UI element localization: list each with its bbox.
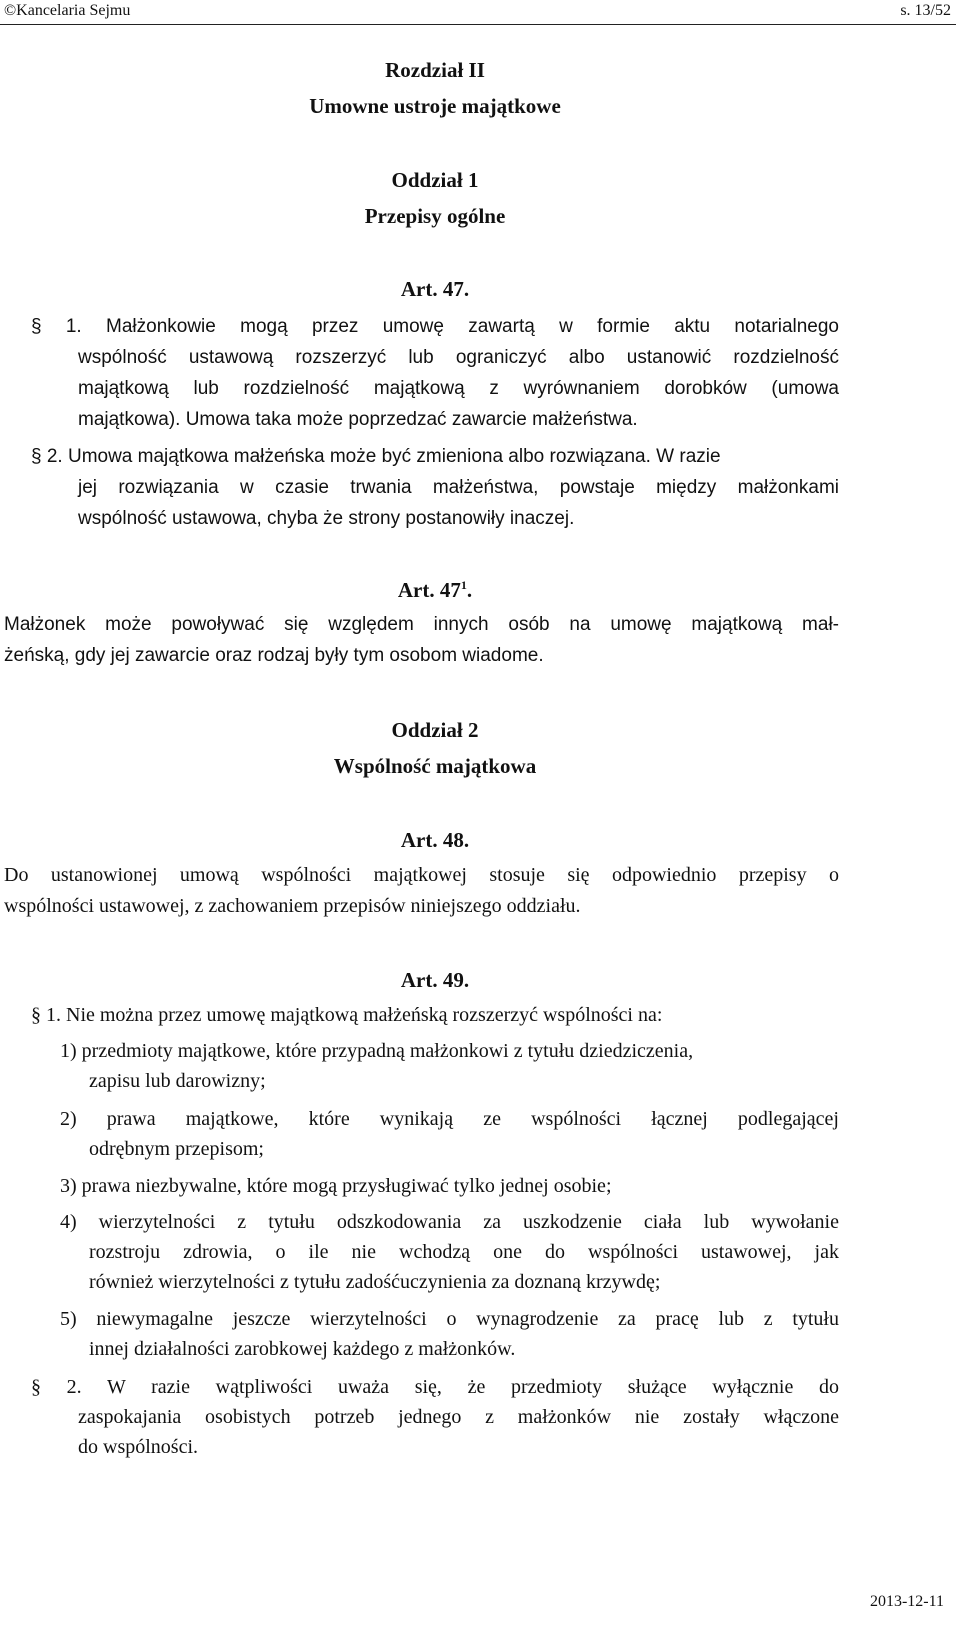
chapter-title: Umowne ustroje majątkowe	[309, 94, 561, 118]
art-47-p1-line: majątkowa). Umowa taka może poprzedzać zawarcie małżeństwa.	[78, 409, 638, 430]
art-47-p2-line: § 2. Umowa majątkowa małżeńska może być zmieniona albo rozwiązana. W razie	[31, 446, 721, 467]
art-49-item-line: 2) prawa majątkowe, które wynikają ze wspólności łącznej podlegającej	[60, 1108, 839, 1130]
art-49-item-line: odrębnym przepisom;	[89, 1138, 264, 1160]
art-47-1-superscript: 1	[460, 578, 467, 592]
art-47-1-heading	[0, 578, 870, 603]
division-1-number: Oddział 1	[391, 168, 479, 192]
art-48-line: Do ustanowionej umową wspólności majątkowej stosuje się odpowiednio przepisy o	[4, 864, 839, 886]
art-49-p2-line: do wspólności.	[78, 1436, 198, 1458]
art-47-1-line: żeńską, gdy jej zawarcie oraz rodzaj były tym osobom wiadome.	[4, 645, 544, 666]
art-49-p2-line: zaspokajania osobistych potrzeb jednego z małżonków nie zostały włączone	[78, 1406, 839, 1428]
art-47-1-heading-text: Art. 47	[397, 578, 461, 602]
art-47-1-heading-end: .	[466, 578, 473, 602]
division-2-title: Wspólność majątkowa	[333, 754, 537, 778]
division-2-number: Oddział 2	[391, 718, 479, 742]
art-49-p1-intro: § 1. Nie można przez umowę majątkową małżeńską rozszerzyć wspólności na:	[31, 1004, 663, 1026]
art-48-line: wspólności ustawowej, z zachowaniem przepisów niniejszego oddziału.	[4, 895, 581, 917]
art-47-p1-line: wspólność ustawową rozszerzyć lub ograniczyć albo ustanowić rozdzielność	[78, 347, 839, 368]
art-47-p2-line: wspólność ustawowa, chyba że strony postanowiły inaczej.	[78, 508, 575, 529]
footer-date: 2013-12-11	[869, 1593, 944, 1610]
art-49-heading: Art. 49.	[400, 968, 470, 992]
art-49-item-line: 4) wierzytelności z tytułu odszkodowania za uszkodzenie ciała lub wywołanie	[60, 1211, 839, 1233]
art-49-p2-line: § 2. W razie wątpliwości uważa się, że przedmioty służące wyłącznie do	[31, 1376, 839, 1398]
copyright-label: ©Kancelaria Sejmu	[4, 2, 131, 19]
division-1-title: Przepisy ogólne	[364, 204, 506, 228]
art-49-item-line: 3) prawa niezbywalne, które mogą przysługiwać tylko jednej osobie;	[60, 1175, 612, 1197]
art-49-item-line: zapisu lub darowizny;	[89, 1070, 266, 1092]
art-47-p1-line: § 1. Małżonkowie mogą przez umowę zawartą w formie aktu notarialnego	[31, 316, 839, 337]
art-47-1-line: Małżonek może powoływać się względem innych osób na umowę majątkową mał-	[4, 614, 839, 635]
art-48-heading: Art. 48.	[400, 828, 470, 852]
art-47-p2-line: jej rozwiązania w czasie trwania małżeństwa, powstaje między małżonkami	[78, 477, 839, 498]
page-number: s. 13/52	[900, 2, 951, 19]
art-49-item-line: rozstroju zdrowia, o ile nie wchodzą one do wspólności ustawowej, jak	[89, 1241, 839, 1263]
chapter-number: Rozdział II	[385, 58, 485, 82]
art-49-item-line: 5) niewymagalne jeszcze wierzytelności o wynagrodzenie za pracę lub z tytułu	[60, 1308, 839, 1330]
art-49-item-line: 1) przedmioty majątkowe, które przypadną małżonkowi z tytułu dziedziczenia,	[60, 1040, 694, 1062]
header-divider	[0, 24, 956, 25]
art-49-item-line: również wierzytelności z tytułu zadośćuczynienia za doznaną krzywdę;	[89, 1271, 661, 1293]
art-47-p1-line: majątkową lub rozdzielność majątkową z wyrównaniem dorobków (umowa	[78, 378, 839, 399]
art-49-item-line: innej działalności zarobkowej każdego z małżonków.	[89, 1338, 516, 1360]
art-47-heading: Art. 47.	[400, 277, 470, 301]
